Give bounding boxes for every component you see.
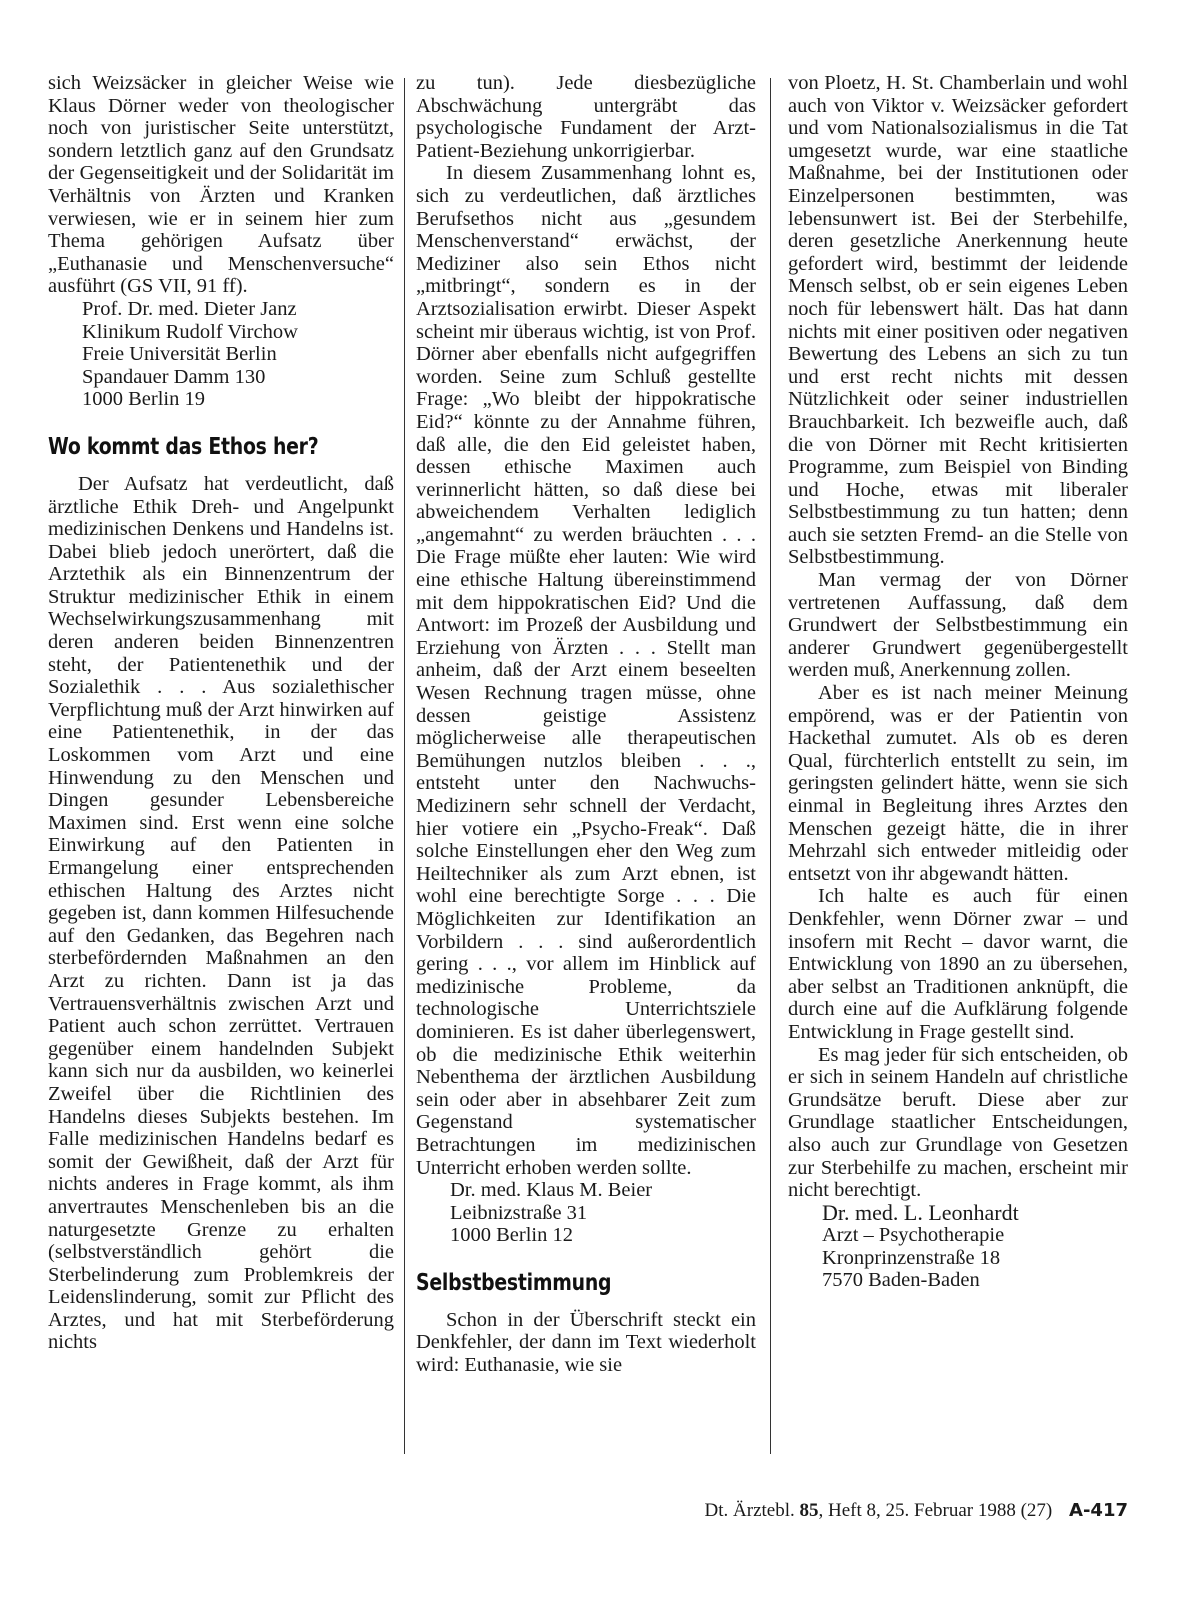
signature-janz <box>82 298 394 411</box>
signature-name: Dr. med. L. Leonhardt <box>822 1199 1019 1225</box>
column-1 <box>48 72 394 1354</box>
signature-university: Freie Universität Berlin <box>82 343 277 366</box>
journal-name: Dt. Ärztebl. <box>704 1500 795 1521</box>
letter-text: Schon in der Überschrift steckt ein Denkfehler, der dann im Text wiederholt wird: Euthanasie, wie sie <box>416 1308 756 1377</box>
letter-text: Der Aufsatz hat verdeutlicht, daß ärztliche Ethik Dreh- und Angelpunkt medizinischen Denkens und Handelns ist. Dabei blieb jedoch unerörtert, daß die Arztethik als ein Binnenzentrum der Struktur medizinischer Ethik in einem Wechselwirkungszusammenhang mit deren anderen beiden Binnenzentren steht, der Patientenethik und der Sozialethik . . . Aus sozialethischer Verpflichtung muß der Arzt hinwirken auf eine Patientenethik, in der das Loskommen vom Arzt und eine Hinwendung zu den Menschen und Dingen gesunder Lebensbereiche Maximen sind. Erst wenn eine solche Einwirkung auf den Patienten in Ermangelung einer entsprechenden ethischen Haltung des Arztes nicht gegeben ist, dann kommen Hilfesuchende auf den Gedanken, das Begehren nach sterbefördernden Maßnahmen an den Arzt zu richten. Dann ist ja das Vertrauensverhältnis zwischen Arzt und Patient auch schon zerrüttet. Vertrauen gegenüber einem handelnden Subjekt kann sich nur da ausbilden, wo keinerlei Zweifel über die Richtlinien des Handelns dieses Subjekts bestehen. Im Falle medizinischen Handelns bedarf es somit der Gewißheit, daß der Arzt für nichts anderes in Frage kommt, als ihm anvertrautes Menschenleben bis an die naturgesetzte Grenze zu erhalten (selbstverständlich gehört die Sterbelinderung zum Problemkreis der Leidenslinderung, somit zur Pflicht des Arztes, und hat mit Sterbeförderung nichts <box>48 472 394 1354</box>
signature-city: 1000 Berlin 19 <box>82 388 205 411</box>
letter-text-continued: von Ploetz, H. St. Chamberlain und wohl auch von Viktor v. Weizsäcker gefordert und vom Nationalsozialismus in die Tat umgesetzt wurde, war eine staatliche Maßnahme, bei der Institutionen oder Einzelpersonen bestimmten, was lebensunwert ist. Bei der Sterbehilfe, deren gesetzliche Anerkennung heute gefordert wird, bestimmt der leidende Mensch selbst, ob er sein eigenes Leben noch für lebenswert hält. Das hat dann nichts mit einer positiven oder negativen Bewertung des Lebens an sich zu tun und erst recht nichts mit dessen Nützlichkeit oder seiner industriellen Brauchbarkeit. Ich bezweifle auch, daß die von Dörner mit Recht kritisierten Programme, zum Beispiel von Binding und Hoche, etwas mit liberaler Selbstbestimmung zu tun hatten; denn auch sie setzten Fremd- an die Stelle von Selbstbestimmung. <box>788 72 1128 569</box>
letter-text: Aber es ist nach meiner Meinung empörend, was er der Patientin von Hackethal zumutet. Als ob es deren Qual, fürchterlich entstellt zu sein, im geringsten gelindert hätte, wenn sie sich einmal in Begleitung ihres Arztes den Menschen gezeigt hätte, die in ihrer Mehrzahl sich entweder mitleidig oder entsetzt von ihr abgewandt hätten. <box>788 682 1128 885</box>
signature-name: Prof. Dr. med. Dieter Janz <box>82 297 297 320</box>
signature-city: 1000 Berlin 12 <box>450 1224 573 1247</box>
signature-street: Kronprinzenstraße 18 <box>822 1246 1001 1269</box>
journal-issue: , Heft 8, 25. Februar 1988 (27) <box>818 1500 1053 1521</box>
letter-text: In diesem Zusammenhang lohnt es, sich zu verdeutlichen, daß ärztliches Berufsethos nicht aus „gesundem Menschenverstand“ erwächst, der Mediziner also sein Ethos nicht „mitbringt“, sondern es in der Arztsozialisation erwirbt. Dieser Aspekt scheint mir überaus wichtig, ist von Prof. Dörner aber ebenfalls nicht aufgegriffen worden. Seine zum Schluß gestellte Frage: „Wo bleibt der hippokratische Eid?“ könnte zu der Annahme führen, daß alle, die den Eid geleistet haben, dessen ethische Maximen auch verinnerlicht hätten, so daß diese bei abweichendem Verhalten lediglich „angemahnt“ zu werden bräuchten . . . Die Frage müßte eher lauten: Wie wird eine ethische Haltung übereinstimmend mit dem hippokratischen Eid? Und die Antwort: im Prozeß der Ausbildung und Erziehung von Ärzten . . . Stellt man anheim, daß der Arzt einem beseelten Wesen Rechnung tragen müsse, ohne dessen geistige Assistenz möglicherweise alle therapeutischen Bemühungen nutzlos bleiben . . ., entsteht unter den Nachwuchs-Medizinern sehr schnell der Verdacht, hier votiere ein „Psycho-Freak“. Daß solche Einstellungen eher den Weg zum Heiltechniker als zum Arzt ebnen, ist wohl eine berechtigte Sorge . . . Die Möglichkeiten zur Identifikation an Vorbildern . . . sind außerordentlich gering . . ., vor allem im Hinblick auf medizinische Probleme, da technologische Unterrichtsziele dominieren. Es ist daher überlegenswert, ob die medizinische Ethik weiterhin Nebenthema der ärztlichen Ausbildung sein oder aber in absehbarer Zeit zum Gegenstand systematischer Betrachtungen im medizinischen Unterricht erhoben werden sollte. <box>416 162 756 1179</box>
letter-text: Es mag jeder für sich entscheiden, ob er sich in seinem Handeln auf christliche Grundsätze beruft. Diese aber zur Grundlage staatlicher Entscheidungen, also auch zur Grundlage von Gesetzen zur Sterbehilfe zu machen, erscheint mir nicht berechtigt. <box>788 1043 1128 1202</box>
page-number: A-417 <box>1069 1500 1128 1521</box>
column-divider-1 <box>404 78 405 1454</box>
signature-name: Dr. med. Klaus M. Beier <box>450 1179 653 1202</box>
section-heading-selbstbestimmung: Selbstbestimmung <box>416 1269 612 1296</box>
letter-text: Ich halte es auch für einen Denkfehler, wenn Dörner zwar – und insofern mit Recht – davor warnt, die Entwicklung von 1890 an zu übersehen, aber selbst an Traditionen anknüpft, die durch eine auf die Aufklärung folgende Entwicklung in Frage gestellt sind. <box>788 885 1128 1043</box>
journal-volume: 85 <box>799 1500 819 1521</box>
signature-leonhardt <box>822 1199 1128 1292</box>
letter-text: Man vermag der von Dörner vertretenen Auffassung, daß dem Grundwert der Selbstbestimmung ein anderer Grundwert gegenübergestellt werden muß, Anerkennung zollen. <box>788 569 1128 682</box>
section-heading-ethos: Wo kommt das Ethos her? <box>48 433 319 460</box>
page-footer <box>705 1500 1128 1522</box>
column-2 <box>416 72 756 1377</box>
signature-street: Leibnizstraße 31 <box>450 1201 588 1224</box>
letter-text-continued: sich Weizsäcker in gleicher Weise wie Klaus Dörner weder von theologischer noch von juristischer Seite unterstützt, sondern letztlich ganz auf den Grundsatz der Gegenseitigkeit und der Solidarität im Verhältnis von Ärzten und Kranken verwiesen, wie er in seinem hier zum Thema gehörigen Aufsatz über „Euthanasie und Menschenversuche“ ausführt (GS VII, 91 ff). <box>48 72 394 298</box>
signature-street: Spandauer Damm 130 <box>82 365 266 388</box>
signature-city: 7570 Baden-Baden <box>822 1269 980 1292</box>
signature-profession: Arzt – Psychotherapie <box>822 1224 1005 1247</box>
signature-institution: Klinikum Rudolf Virchow <box>82 320 298 343</box>
signature-beier <box>450 1179 756 1247</box>
letter-text-continued: zu tun). Jede diesbezügliche Abschwächung untergräbt das psychologische Fundament der Arzt-Patient-Beziehung unkorrigierbar. <box>416 72 756 162</box>
column-divider-2 <box>770 78 771 1454</box>
column-3 <box>788 72 1128 1292</box>
